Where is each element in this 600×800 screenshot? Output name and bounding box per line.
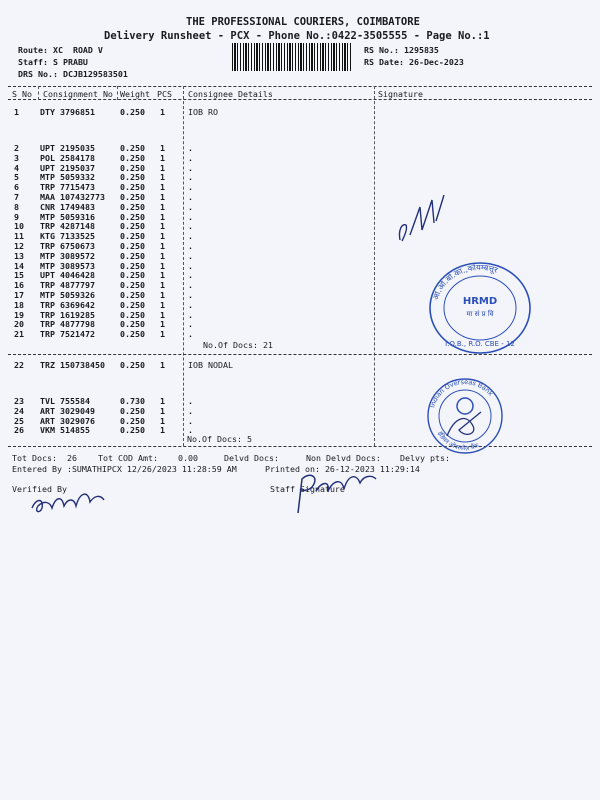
- row-pcs: 1: [160, 143, 165, 153]
- row-sno: 14: [14, 260, 24, 271]
- non-delivered-docs: Non Delvd Docs:: [306, 453, 381, 463]
- verified-by-signature: [28, 478, 118, 518]
- consignee-signature: [392, 185, 462, 245]
- row-consignee-mark: .: [188, 290, 193, 300]
- row-pcs: 1: [160, 260, 165, 271]
- row-consignment-no: POL 2584178: [40, 152, 95, 163]
- row-pcs: 1: [160, 319, 165, 330]
- table-row: [0, 221, 600, 231]
- row-consignee-mark: .: [188, 260, 193, 271]
- row-weight: 0.250: [120, 162, 145, 173]
- row-consignment-no: MTP 3089573: [40, 260, 95, 271]
- row-weight: 0.250: [120, 152, 145, 163]
- row-consignee-mark: .: [188, 396, 193, 406]
- table-row: [0, 163, 600, 173]
- iob-seal-stamp: [425, 376, 505, 456]
- row-consignee-mark: .: [188, 182, 193, 193]
- col-weight: Weight: [120, 89, 150, 99]
- row-weight: 0.250: [120, 290, 145, 300]
- row-sno: 25: [14, 415, 24, 426]
- row-consignee-mark: .: [188, 309, 193, 320]
- row-weight: 0.250: [120, 270, 145, 281]
- row-sno: 4: [14, 162, 19, 173]
- row-pcs: 1: [160, 425, 165, 436]
- row-pcs: 1: [160, 360, 165, 370]
- table-row: [0, 360, 600, 370]
- barcode: [232, 43, 352, 71]
- delivery-points: Delvy pts:: [400, 453, 450, 463]
- row-pcs: 1: [160, 172, 165, 183]
- row-pcs: 1: [160, 211, 165, 222]
- table-row: [0, 231, 600, 241]
- table-row: [0, 396, 600, 406]
- table-row: [0, 202, 600, 212]
- row-consignee-mark: .: [188, 172, 193, 183]
- row-sno: 8: [14, 201, 19, 212]
- row-consignee-mark: .: [188, 241, 193, 251]
- hrmd-stamp: [425, 258, 535, 358]
- iob-seal-top: Indian Overseas Bank: [428, 377, 495, 409]
- company-title: THE PROFESSIONAL COURIERS, COIMBATORE: [186, 16, 420, 28]
- row-weight: 0.250: [120, 299, 145, 310]
- row-consignee-mark: .: [188, 201, 193, 212]
- row-consignment-no: KTG 7133525: [40, 231, 95, 242]
- row-sno: 19: [14, 309, 24, 320]
- row-sno: 16: [14, 280, 24, 291]
- row-pcs: 1: [160, 329, 165, 340]
- row-sno: 12: [14, 241, 24, 251]
- table-row: [0, 153, 600, 163]
- row-consignee-mark: .: [188, 270, 193, 281]
- row-pcs: 1: [160, 241, 165, 251]
- table-row: [0, 192, 600, 202]
- table-row: [0, 212, 600, 222]
- table-row: [0, 143, 600, 153]
- hrmd-stamp-center2: मा सं प्र वि: [466, 310, 494, 318]
- row-weight: 0.250: [120, 329, 145, 340]
- row-sno: 23: [14, 396, 24, 406]
- row-weight: 0.250: [120, 309, 145, 320]
- row-consignee-mark: .: [188, 152, 193, 163]
- delivered-docs: Delvd Docs:: [224, 453, 279, 463]
- row-consignment-no: CNR 1749483: [40, 201, 95, 212]
- row-consignment-no: MAA 107432773: [40, 192, 105, 202]
- row-weight: 0.250: [120, 260, 145, 271]
- row-pcs: 1: [160, 201, 165, 212]
- row-weight: 0.250: [120, 201, 145, 212]
- row-pcs: 1: [160, 231, 165, 242]
- row-pcs: 1: [160, 192, 165, 202]
- rs-number: RS No.: 1295835: [364, 45, 439, 55]
- row-sno: 10: [14, 221, 24, 232]
- verified-by-label: Verified By: [12, 484, 67, 494]
- row-consignment-no: MTP 5059332: [40, 172, 95, 183]
- row-sno: 5: [14, 172, 19, 183]
- iob-seal-bottom: इंडियन ओवरसीज़ बैंक: [436, 430, 480, 453]
- row-pcs: 1: [160, 405, 165, 416]
- row-pcs: 1: [160, 221, 165, 232]
- route-label: Route: XC ROAD V: [18, 45, 103, 55]
- row-pcs: 1: [160, 290, 165, 300]
- row-weight: 0.250: [120, 280, 145, 291]
- row-weight: 0.250: [120, 250, 145, 261]
- row-sno: 17: [14, 290, 24, 300]
- row-sno: 21: [14, 329, 24, 340]
- header-rule-top: [8, 86, 592, 87]
- drs-number: DRS No.: DCJB129583501: [18, 69, 128, 79]
- col-consignment: Consignment No: [43, 89, 113, 99]
- col-consignee: Consignee Details: [188, 89, 273, 99]
- row-consignment-no: TRP 1619285: [40, 309, 95, 320]
- row-weight: 0.250: [120, 221, 145, 232]
- row-consignment-no: TRP 4877798: [40, 319, 95, 330]
- row-sno: 3: [14, 152, 19, 163]
- table-row: [0, 425, 600, 435]
- row-sno: 15: [14, 270, 24, 281]
- row-weight: 0.250: [120, 211, 145, 222]
- group2-doc-count: No.Of Docs: 5: [187, 434, 252, 444]
- col-sno: S No: [12, 89, 32, 99]
- header-rule-bottom: [8, 99, 592, 100]
- staff-signature: [290, 465, 380, 515]
- row-weight: 0.250: [120, 172, 145, 183]
- row-sno: 6: [14, 182, 19, 193]
- row-sno: 18: [14, 299, 24, 310]
- col-divider: [38, 86, 39, 100]
- table-row: [0, 107, 600, 117]
- row-weight: 0.250: [120, 405, 145, 416]
- row-weight: 0.250: [120, 192, 145, 202]
- row-consignee-mark: .: [188, 250, 193, 261]
- table-row: [0, 416, 600, 426]
- row-consignee-mark: .: [188, 143, 193, 153]
- row-weight: 0.730: [120, 396, 145, 406]
- row-consignee-mark: .: [188, 319, 193, 330]
- col-divider: [117, 86, 118, 100]
- row-pcs: 1: [160, 162, 165, 173]
- row-sno: 24: [14, 405, 24, 416]
- row-pcs: 1: [160, 250, 165, 261]
- row-pcs: 1: [160, 415, 165, 426]
- row-pcs: 1: [160, 299, 165, 310]
- table-row: [0, 182, 600, 192]
- row-sno: 9: [14, 211, 19, 222]
- row-weight: 0.250: [120, 231, 145, 242]
- row-consignment-no: ART 3029049: [40, 405, 95, 416]
- row-weight: 0.250: [120, 241, 145, 251]
- row-consignee-mark: .: [188, 221, 193, 232]
- row-pcs: 1: [160, 280, 165, 291]
- row-consignment-no: UPT 2195035: [40, 143, 95, 153]
- row-consignee-mark: .: [188, 299, 193, 310]
- row-weight: 0.250: [120, 143, 145, 153]
- row-consignee-mark: .: [188, 211, 193, 222]
- row-consignee-mark: .: [188, 162, 193, 173]
- total-cod-label: Tot COD Amt:: [98, 453, 158, 463]
- printed-on: Printed on: 26-12-2023 11:29:14: [265, 464, 420, 474]
- row-sno: 2: [14, 143, 19, 153]
- row-weight: 0.250: [120, 319, 145, 330]
- row-pcs: 1: [160, 182, 165, 193]
- row-consignee-mark: .: [188, 405, 193, 416]
- row-consignment-no: UPT 4046428: [40, 270, 95, 281]
- row-consignment-no: TRP 6369642: [40, 299, 95, 310]
- row-consignment-no: MTP 5059316: [40, 211, 95, 222]
- row-sno: 26: [14, 425, 24, 436]
- total-cod-value: 0.00: [178, 453, 198, 463]
- row-pcs: 1: [160, 107, 165, 117]
- row-consignment-no: ART 3029076: [40, 415, 95, 426]
- row-consignee-mark: .: [188, 425, 193, 436]
- row-consignee-mark: .: [188, 192, 193, 202]
- row-consignee-mark: .: [188, 280, 193, 291]
- row-weight: 0.250: [120, 425, 145, 436]
- staff-signature-label: Staff Signature: [270, 484, 345, 494]
- group1-consignee: IOB RO: [188, 107, 218, 117]
- group2-consignee: IOB NODAL: [188, 360, 233, 370]
- runsheet-subtitle: Delivery Runsheet - PCX - Phone No.:0422-3505555 - Page No.:1: [104, 30, 490, 42]
- table-row: [0, 241, 600, 251]
- hrmd-stamp-bottom: I.O.B., R.O. CBE - 12: [445, 340, 515, 348]
- total-docs: Tot Docs: 26: [12, 453, 77, 463]
- row-sno: 13: [14, 250, 24, 261]
- row-pcs: 1: [160, 270, 165, 281]
- row-consignee-mark: .: [188, 415, 193, 426]
- row-pcs: 1: [160, 396, 165, 406]
- table-row: [0, 172, 600, 182]
- row-consignment-no: TRP 4287148: [40, 221, 95, 232]
- row-consignment-no: VKM 514855: [40, 425, 90, 436]
- rs-date: RS Date: 26-Dec-2023: [364, 57, 464, 67]
- row-consignment-no: TVL 755584: [40, 396, 90, 406]
- col-signature: Signature: [378, 89, 423, 99]
- row-weight: 0.250: [120, 182, 145, 193]
- row-sno: 22: [14, 360, 24, 370]
- row-consignment-no: TRZ 150738450: [40, 360, 105, 370]
- row-sno: 1: [14, 107, 19, 117]
- entered-by: Entered By :SUMATHIPCX 12/26/2023 11:28:59 AM: [12, 464, 237, 474]
- row-consignment-no: DTY 3796851: [40, 107, 95, 117]
- row-consignment-no: TRP 4877797: [40, 280, 95, 291]
- row-consignee-mark: .: [188, 231, 193, 242]
- row-consignment-no: UPT 2195037: [40, 162, 95, 173]
- row-pcs: 1: [160, 152, 165, 163]
- row-consignee-mark: .: [188, 329, 193, 340]
- row-consignment-no: MTP 3089572: [40, 250, 95, 261]
- row-sno: 20: [14, 319, 24, 330]
- row-consignment-no: MTP 5059326: [40, 290, 95, 300]
- staff-label: Staff: S PRABU: [18, 57, 88, 67]
- row-consignment-no: TRP 7521472: [40, 329, 95, 340]
- group1-doc-count: No.Of Docs: 21: [203, 340, 273, 350]
- row-consignment-no: TRP 7715473: [40, 182, 95, 193]
- row-weight: 0.250: [120, 360, 145, 370]
- hrmd-stamp-center: HRMD: [462, 296, 498, 307]
- table-row: [0, 406, 600, 416]
- hrmd-stamp-top-text: आ.ओ.बो.का.,कोयम्बत्तूर: [431, 262, 499, 302]
- row-sno: 7: [14, 192, 19, 202]
- col-pcs: PCS: [157, 89, 172, 99]
- row-pcs: 1: [160, 309, 165, 320]
- row-weight: 0.250: [120, 107, 145, 117]
- row-consignment-no: TRP 6750673: [40, 241, 95, 251]
- row-weight: 0.250: [120, 415, 145, 426]
- row-sno: 11: [14, 231, 24, 242]
